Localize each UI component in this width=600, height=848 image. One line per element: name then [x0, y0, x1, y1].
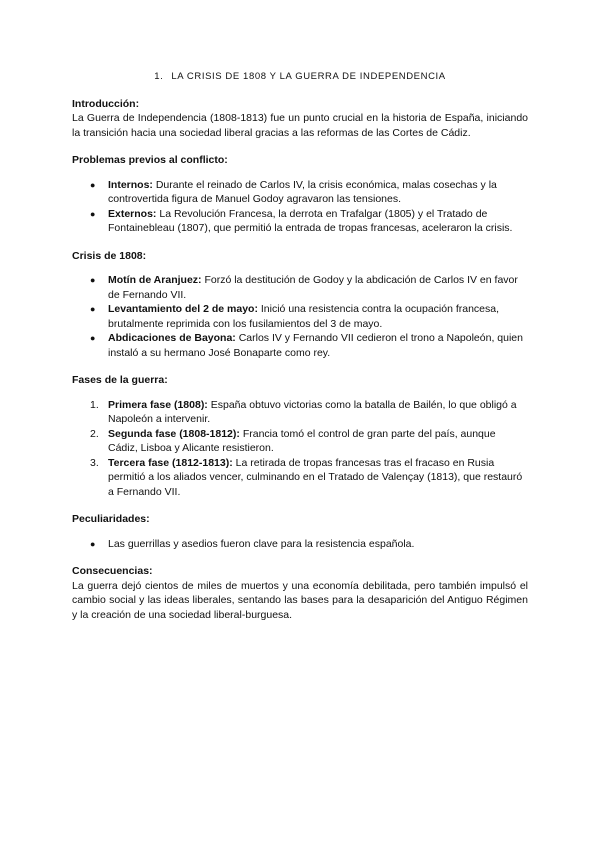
bullet-icon: ● — [90, 208, 96, 219]
list-item — [72, 537, 528, 552]
list-item — [72, 331, 528, 360]
list-item — [72, 427, 528, 456]
document-page — [72, 70, 528, 635]
item-number: 3. — [90, 456, 99, 469]
heading-problemas: Problemas previos al conflicto: — [72, 154, 228, 166]
item-number: 2. — [90, 427, 99, 440]
paragraph-introduccion: La Guerra de Independencia (1808-1813) fue un punto crucial en la historia de España, iniciando la transición hacia una sociedad liberal gracias a las reformas de las Cortes de Cádiz. — [72, 112, 528, 139]
paragraph-consecuencias: La guerra dejó cientos de miles de muertos y una economía debilitada, pero también impulsó el cambio social y las ideas liberales, sentando las bases para la desaparición del Antiguo Régimen y la creación de una sociedad liberal-burguesa. — [72, 579, 528, 621]
bullet-icon: ● — [90, 275, 96, 285]
list-item — [72, 178, 528, 207]
bullet-icon: ● — [90, 179, 96, 190]
section-consecuencias — [72, 564, 528, 622]
item-number: 1. — [90, 398, 99, 411]
list-crisis — [72, 273, 528, 360]
heading-crisis: Crisis de 1808: — [72, 249, 147, 262]
item-label: Internos: — [108, 178, 153, 191]
title-number: 1. — [154, 71, 164, 82]
heading-introduccion: Introducción: — [72, 97, 140, 110]
section-introduccion — [72, 97, 528, 141]
list-fases — [72, 398, 528, 500]
list-problemas — [72, 178, 528, 236]
list-item — [72, 398, 528, 427]
item-label: Tercera fase (1812-1813): — [108, 456, 233, 469]
item-text: Carlos IV y Fernando VII cedieron el trono a Napoleón, quien instaló a su hermano José Bonaparte como rey. — [108, 332, 523, 359]
item-text: Francia tomó el control de gran parte del país, aunque Cádiz, Lisboa y Alicante resistieron. — [108, 427, 496, 454]
heading-peculiaridades: Peculiaridades: — [72, 513, 150, 525]
item-text: España obtuvo victorias como la batalla de Bailén, lo que obligó a Napoleón a intervenir. — [108, 398, 517, 425]
item-text: Forzó la destitución de Godoy y la abdicación de Carlos IV en favor de Fernando VII. — [108, 274, 518, 301]
bullet-icon: ● — [90, 333, 96, 343]
section-fases — [72, 373, 528, 499]
section-problemas — [72, 153, 528, 236]
bullet-icon: ● — [90, 304, 96, 314]
heading-fases: Fases de la guerra: — [72, 374, 168, 386]
heading-consecuencias: Consecuencias: — [72, 565, 153, 577]
item-text: La retirada de tropas francesas tras el fracaso en Rusia permitió a los aliados vencer, culminando en el Tratado de Valençay (1813), que restauró a Fernando VII. — [108, 456, 523, 498]
item-label: Externos: — [108, 207, 157, 220]
list-item — [72, 456, 528, 500]
item-label: Motín de Aranjuez: — [108, 274, 202, 286]
item-text: Las guerrillas y asedios fueron clave para la resistencia española. — [108, 537, 415, 550]
item-text: Durante el reinado de Carlos IV, la crisis económica, malas cosechas y la controvertida figura de Manuel Godoy agravaron las tensiones. — [108, 178, 497, 205]
list-item — [72, 273, 528, 302]
list-peculiaridades — [72, 537, 528, 552]
bullet-icon: ● — [90, 538, 96, 549]
title-text: LA CRISIS DE 1808 Y LA GUERRA DE INDEPENDENCIA — [171, 71, 446, 82]
list-item — [72, 207, 528, 236]
section-peculiaridades — [72, 512, 528, 551]
item-label: Abdicaciones de Bayona: — [108, 332, 236, 344]
list-item — [72, 302, 528, 331]
item-label: Levantamiento del 2 de mayo: — [108, 303, 258, 315]
section-crisis — [72, 249, 528, 361]
item-text: Inició una resistencia contra la ocupación francesa, brutalmente reprimida con los fusilamientos del 3 de mayo. — [108, 303, 500, 330]
item-label: Primera fase (1808): — [108, 398, 208, 411]
item-text: La Revolución Francesa, la derrota en Trafalgar (1805) y el Tratado de Fontainebleau (1807), que permitió la entrada de tropas francesas, aceleraron la crisis. — [108, 207, 513, 234]
item-label: Segunda fase (1808-1812): — [108, 427, 240, 440]
document-title — [72, 70, 528, 85]
